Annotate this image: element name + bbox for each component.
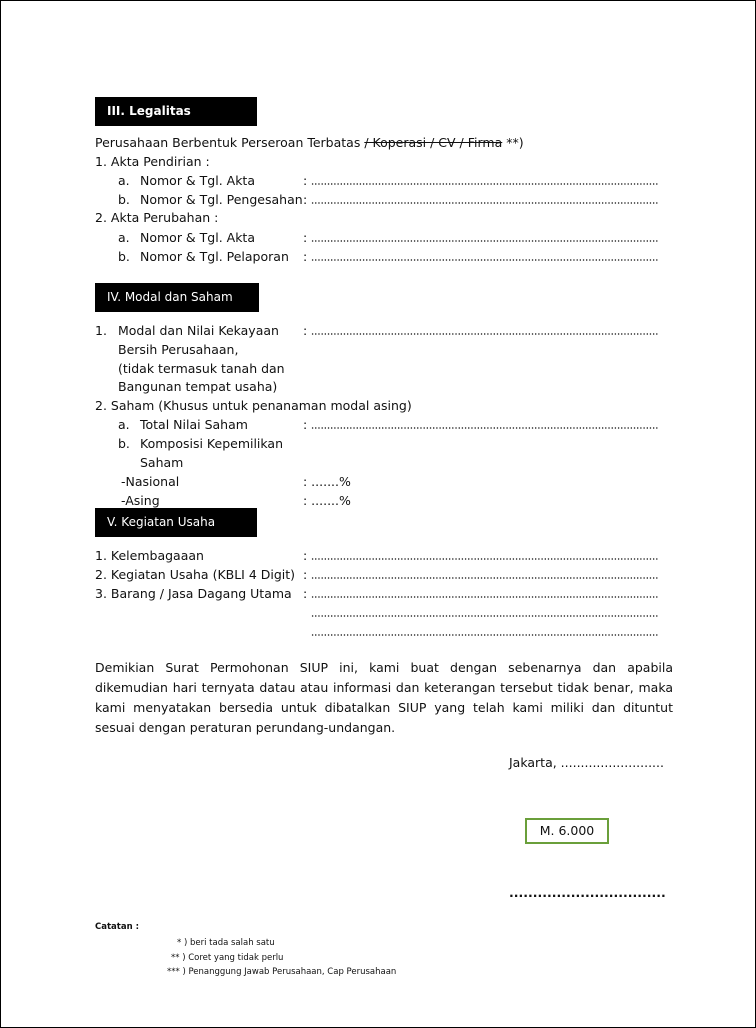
fill-line-kelembagaan[interactable] bbox=[311, 558, 659, 560]
nomor-tgl-pengesahan-label: Nomor & Tgl. Pengesahan bbox=[140, 192, 303, 207]
note-3: *** ) Penanggung Jawab Perusahaan, Cap Perusahaan bbox=[167, 967, 397, 977]
colon: : bbox=[303, 567, 308, 582]
nomor-tgl-pelaporan-label: Nomor & Tgl. Pelaporan bbox=[140, 249, 289, 264]
kelembagaan-label: 1. Kelembagaaan bbox=[95, 548, 204, 563]
colon: : bbox=[303, 417, 308, 432]
fill-line-barang-jasa-3[interactable] bbox=[311, 634, 659, 636]
notes-title: Catatan : bbox=[95, 922, 139, 932]
komposisi-label-line2: Saham bbox=[140, 455, 184, 470]
colon: : bbox=[303, 323, 308, 338]
fill-line-barang-jasa[interactable] bbox=[311, 596, 659, 598]
colon: : bbox=[303, 230, 308, 245]
fill-line-modal[interactable] bbox=[311, 333, 659, 335]
nomor-tgl-akta-pendirian-label: Nomor & Tgl. Akta bbox=[140, 173, 255, 188]
legalitas-intro bbox=[95, 135, 524, 151]
closing-paragraph: Demikian Surat Permohonan SIUP ini, kami buat dengan sebenarnya dan apabila dikemudian hari ternyata datau atau informasi dan keterangan tersebut tidak benar, maka kami menyatakan bersedia untuk dibatalkan SIUP yang telah kami miliki dan dituntut sesuai dengan peraturan perundang-undangan. bbox=[95, 660, 673, 735]
intro-suffix: **) bbox=[502, 135, 524, 150]
item-letter-1a: a. bbox=[118, 173, 130, 188]
meterai-stamp: M. 6.000 bbox=[525, 818, 609, 844]
intro-text: Perusahaan Berbentuk Perseroan Terbatas bbox=[95, 135, 365, 150]
item-number-1: 1. bbox=[95, 323, 107, 338]
item-letter-2b: b. bbox=[118, 249, 130, 264]
asing-percent-field[interactable]: : .......% bbox=[303, 493, 351, 508]
fill-line-pelaporan[interactable] bbox=[311, 259, 659, 261]
akta-pendirian-label: 1. Akta Pendirian : bbox=[95, 154, 210, 169]
modal-label-line3: (tidak termasuk tanah dan bbox=[118, 361, 285, 376]
total-nilai-saham-label: Total Nilai Saham bbox=[140, 417, 248, 432]
intro-struck-text: / Koperasi / CV / Firma bbox=[364, 135, 503, 150]
place-date-field[interactable]: Jakarta, .......................... bbox=[509, 755, 664, 770]
asing-label: -Asing bbox=[121, 493, 160, 508]
barang-jasa-label: 3. Barang / Jasa Dagang Utama bbox=[95, 586, 292, 601]
nomor-tgl-akta-perubahan-label: Nomor & Tgl. Akta bbox=[140, 230, 255, 245]
section-header-modal: IV. Modal dan Saham bbox=[95, 283, 259, 312]
note-2: ** ) Coret yang tidak perlu bbox=[171, 953, 284, 963]
modal-label-line1: Modal dan Nilai Kekayaan bbox=[118, 323, 279, 338]
fill-line-pengesahan[interactable] bbox=[311, 202, 659, 204]
fill-line-kbli[interactable] bbox=[311, 577, 659, 579]
item-letter-b: b. bbox=[118, 436, 130, 451]
fill-line-total-saham[interactable] bbox=[311, 427, 659, 429]
colon: : bbox=[303, 586, 308, 601]
nasional-percent-field[interactable]: : .......% bbox=[303, 474, 351, 489]
fill-line-akta-perubahan[interactable] bbox=[311, 240, 659, 242]
colon: : bbox=[303, 173, 308, 188]
item-letter-a: a. bbox=[118, 417, 130, 432]
colon: : bbox=[303, 249, 308, 264]
section-header-legalitas: III. Legalitas bbox=[95, 97, 257, 126]
item-letter-1b: b. bbox=[118, 192, 130, 207]
nasional-label: -Nasional bbox=[121, 474, 180, 489]
note-1: * ) beri tada salah satu bbox=[177, 938, 275, 948]
saham-label: 2. Saham (Khusus untuk penanaman modal asing) bbox=[95, 398, 412, 413]
modal-label-line2: Bersih Perusahaan, bbox=[118, 342, 239, 357]
modal-label-line4: Bangunan tempat usaha) bbox=[118, 379, 278, 394]
item-letter-2a: a. bbox=[118, 230, 130, 245]
colon: : bbox=[303, 548, 308, 563]
signature-line[interactable]: ................................. bbox=[509, 885, 666, 900]
kegiatan-usaha-label: 2. Kegiatan Usaha (KBLI 4 Digit) bbox=[95, 567, 296, 582]
colon: : bbox=[303, 192, 308, 207]
fill-line-barang-jasa-2[interactable] bbox=[311, 615, 659, 617]
section-header-kegiatan: V. Kegiatan Usaha bbox=[95, 508, 257, 537]
akta-perubahan-label: 2. Akta Perubahan : bbox=[95, 210, 219, 225]
fill-line-akta-pendirian[interactable] bbox=[311, 183, 659, 185]
komposisi-label-line1: Komposisi Kepemilikan bbox=[140, 436, 284, 451]
